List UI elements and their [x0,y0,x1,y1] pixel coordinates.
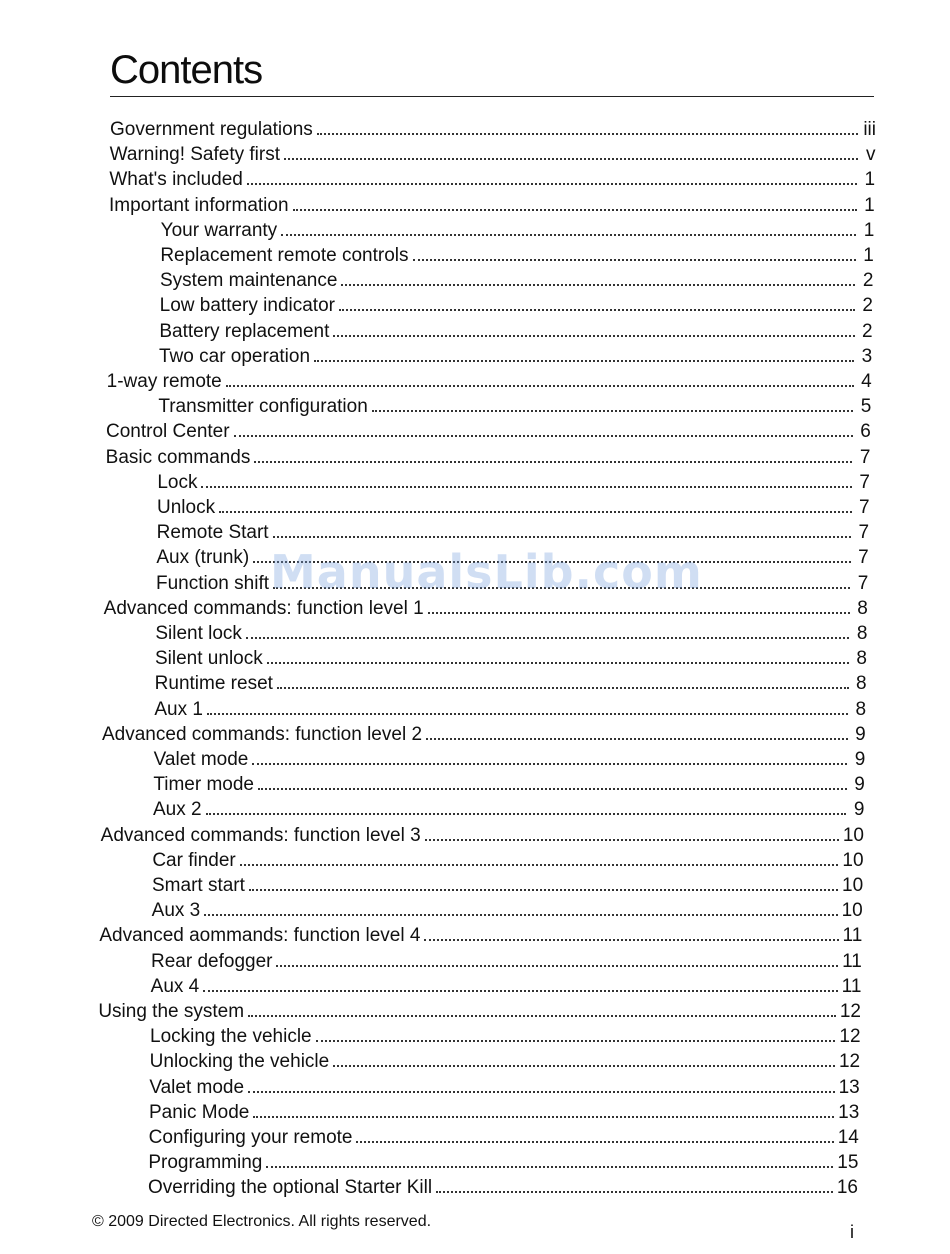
toc-entry[interactable] [153,738,866,770]
toc-entry-label: Low battery indicator [159,295,335,317]
dot-leader [372,385,854,412]
toc-entry-label: Car finder [152,849,236,871]
toc-entry[interactable] [156,511,870,544]
toc-entry-page: 10 [842,824,864,846]
toc-entry[interactable] [148,1116,859,1148]
dot-leader [436,1166,833,1193]
toc-entry-label: Replacement remote controls [160,245,409,266]
toc-entry-page: 2 [862,295,873,317]
dot-leader [273,511,852,538]
toc-entry-label: Valet mode [149,1076,245,1098]
toc-entry-page: 8 [857,597,868,619]
toc-entry-page: iii [863,119,876,140]
toc-entry[interactable] [157,486,870,518]
dot-leader [341,259,855,286]
toc-entry-label: Aux 3 [151,900,201,922]
toc-entry-label: Runtime reset [154,673,273,695]
toc-entry-label: Configuring your remote [148,1127,353,1148]
toc-entry-page: 1 [864,169,876,191]
dot-leader [425,814,839,841]
toc-entry[interactable] [157,461,870,493]
dot-leader [339,284,855,311]
toc-entry[interactable] [160,234,874,266]
dot-leader [314,335,854,362]
toc-entry[interactable] [149,1040,861,1073]
page-number: i [850,1222,854,1242]
toc-entry-label: Function shift [156,572,269,594]
dot-leader [276,940,838,967]
toc-entry[interactable] [106,360,872,392]
toc-entry-label: Panic Mode [149,1101,250,1123]
toc-entry-label: Advanced aommands: function level 4 [99,925,421,947]
toc-entry-page: 15 [837,1152,859,1174]
toc-entry[interactable] [159,284,873,317]
dot-leader [226,360,854,387]
dot-leader [277,662,849,689]
toc-entry-page: 14 [837,1127,859,1148]
toc-entry-page: 2 [861,320,873,342]
dot-leader [293,184,857,211]
toc-entry[interactable] [152,839,864,871]
dot-leader [252,738,847,765]
dot-leader [206,788,847,815]
copyright-footer: © 2009 Directed Electronics. All rights reserved. [92,1213,432,1230]
page-title: Contents [110,48,263,92]
toc-entry-page: 5 [860,396,872,418]
dot-leader [253,1091,834,1118]
toc-entry-page: v [866,144,876,166]
toc-entry[interactable] [148,1166,858,1199]
toc-entry-page: 8 [855,698,867,720]
toc-entry-label: Important information [109,194,289,216]
toc-entry[interactable] [109,184,875,216]
toc-entry-page: 9 [854,749,866,770]
dot-leader [266,1141,833,1168]
toc-entry-page: 10 [841,900,863,922]
toc-entry-label: Rear defogger [151,950,273,972]
dot-leader [207,688,848,715]
toc-entry[interactable] [160,259,874,292]
toc-entry-label: Silent lock [155,623,242,644]
toc-entry[interactable] [151,889,863,922]
toc-entry[interactable] [159,310,873,342]
toc-entry-page: 8 [856,623,868,644]
toc-entry-label: Lock [157,471,198,493]
toc-entry[interactable] [153,788,865,821]
toc-entry-page: 11 [841,975,862,997]
toc-entry-page: 6 [860,421,871,443]
toc-entry-page: 7 [858,497,870,518]
toc-entry-label: Your warranty [160,219,278,241]
dot-leader [424,914,838,941]
dot-leader [333,310,854,337]
toc-entry-page: 1 [863,245,874,266]
toc-entry[interactable] [105,436,871,468]
toc-entry[interactable] [102,713,866,745]
toc-entry-page: 16 [836,1177,858,1199]
toc-entry-page: 12 [838,1051,861,1073]
toc-entry-label: What's included [109,169,243,191]
toc-entry[interactable] [160,209,875,241]
toc-entry-label: Battery replacement [159,320,330,342]
toc-entry-label: Remote Start [156,522,269,544]
toc-entry-label: Two car operation [159,345,311,367]
toc-entry[interactable] [154,688,867,720]
toc-entry-label: Transmitter configuration [158,396,368,418]
toc-entry-page: 9 [854,774,865,796]
toc-entry[interactable] [153,763,865,796]
toc-entry-page: 7 [859,471,870,493]
toc-entry-page: 12 [839,1001,861,1022]
toc-entry-label: Aux (trunk) [156,547,250,569]
toc-entry-label: 1-way remote [106,371,222,392]
toc-entry[interactable] [99,914,863,947]
toc-entry-page: 1 [863,219,875,241]
dot-leader [201,461,852,488]
toc-entry-page: 9 [855,723,866,745]
toc-entry[interactable] [151,940,862,972]
toc-entry-label: Control Center [106,421,230,443]
dot-leader [203,965,837,992]
dot-leader [426,713,848,740]
dot-leader [284,133,858,160]
toc-entry-label: Locking the vehicle [150,1026,312,1048]
dot-leader [317,108,858,135]
toc-entry-page: 13 [838,1101,860,1123]
dot-leader [249,864,838,891]
toc-entry[interactable] [149,1066,860,1098]
toc-entry-page: 3 [861,345,873,367]
toc-entry-page: 2 [862,270,874,292]
toc-entry[interactable] [148,1141,859,1174]
toc-entry-page: 7 [857,572,869,594]
toc-entry-label: Government regulations [110,119,313,140]
toc-entry-label: Using the system [98,1001,245,1022]
toc-entry[interactable] [149,1091,860,1123]
watermark: ManualsLib.com [270,545,703,599]
dot-leader [234,410,853,437]
toc-entry-page: 7 [858,547,869,569]
toc-entry[interactable] [155,612,868,644]
dot-leader [258,763,847,790]
toc-entry[interactable] [150,1015,861,1048]
dot-leader [247,158,857,185]
toc-entry[interactable] [150,965,862,997]
toc-entry-page: 4 [861,371,872,392]
toc-entry[interactable] [109,133,876,166]
toc-entry[interactable] [154,662,867,695]
toc-entry-page: 11 [842,950,862,972]
dot-leader [219,486,851,513]
toc-entry[interactable] [158,385,872,418]
toc-entry[interactable] [106,410,871,443]
dot-leader [267,637,849,664]
title-rule [110,96,874,97]
dot-leader [204,889,837,916]
toc-entry-label: Advanced commands: function level 1 [103,597,424,619]
dot-leader [240,839,839,866]
toc-entry-page: 7 [859,446,871,468]
toc-entry[interactable] [155,637,867,670]
dot-leader [316,1015,836,1042]
toc-entry-label: Aux 1 [154,698,203,720]
toc-entry[interactable] [152,864,864,896]
toc-entry-label: Valet mode [153,749,249,770]
dot-leader [333,1040,835,1067]
toc-entry[interactable] [98,990,861,1022]
toc-entry-page: 8 [856,648,867,670]
toc-entry-label: Basic commands [105,446,251,468]
toc-entry-page: 9 [853,799,865,821]
toc-entry[interactable] [100,814,864,846]
toc-entry-label: Aux 2 [153,799,202,821]
dot-leader [246,612,849,639]
toc-entry-label: Advanced commands: function level 3 [100,824,421,846]
toc-entry-label: Advanced commands: function level 2 [102,723,423,745]
toc-entry-label: Timer mode [153,774,254,796]
toc-entry-page: 10 [842,875,864,896]
toc-entry-label: System maintenance [160,270,338,292]
toc-entry-page: 11 [842,925,863,947]
dot-leader [413,234,856,261]
dot-leader [248,990,836,1017]
dot-leader [248,1066,835,1093]
dot-leader [356,1116,833,1143]
toc-entry-page: 7 [858,522,870,544]
toc-entry-label: Unlocking the vehicle [149,1051,330,1073]
toc-entry-label: Unlock [157,497,216,518]
toc-entry-label: Warning! Safety first [109,144,281,166]
toc-entry-page: 10 [842,849,864,871]
toc-entry-page: 13 [838,1076,860,1098]
toc-entry-label: Aux 4 [150,975,200,997]
dot-leader [254,436,852,463]
toc-entry[interactable] [109,158,876,191]
toc-entry-page: 12 [839,1026,861,1048]
toc-entry-label: Silent unlock [155,648,263,670]
dot-leader [281,209,856,236]
toc-entry-page: 8 [855,673,867,695]
toc-entry[interactable] [110,108,876,140]
toc-entry-label: Programming [148,1152,263,1174]
toc-entry-label: Overriding the optional Starter Kill [148,1177,433,1199]
toc-entry-label: Smart start [152,875,245,896]
toc-entry-page: 1 [864,194,875,216]
toc-entry[interactable] [159,335,873,367]
